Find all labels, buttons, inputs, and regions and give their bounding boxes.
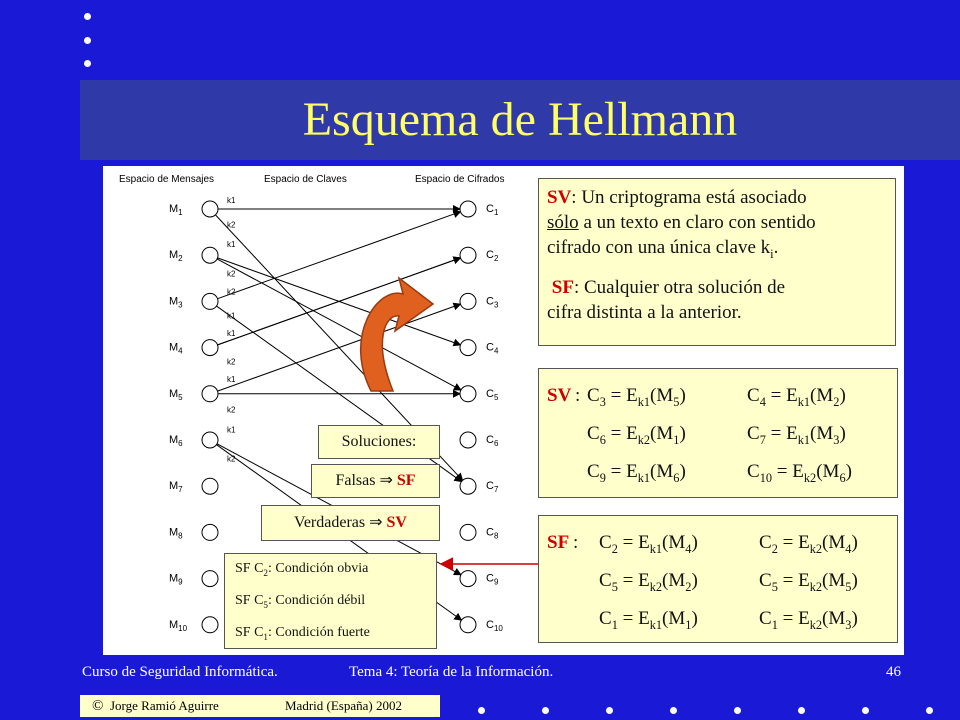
sf-text: cifra distinta a la anterior. <box>547 301 742 323</box>
key-label: k2 <box>227 454 236 464</box>
condition-c1 <box>235 618 436 650</box>
definitions-box <box>538 178 896 346</box>
mapping-arrow <box>218 304 461 391</box>
message-label: $M_7$ <box>169 480 183 495</box>
decorative-dot <box>606 707 613 714</box>
cipher-label: $C_{10}$ <box>486 618 503 633</box>
equation: $C_5 = E_{k2}(M_5)$ <box>759 570 858 594</box>
soluciones-text: Soluciones: <box>341 433 417 450</box>
message-node <box>202 201 218 217</box>
mapping-arrow <box>218 212 461 299</box>
cipher-label: $C_9$ <box>486 572 499 587</box>
equation-row <box>539 566 897 596</box>
sv-text: a un texto en claro con sentido <box>578 212 816 233</box>
header-keys: Espacio de Claves <box>264 174 347 185</box>
sf-equations-box <box>538 515 898 643</box>
cipher-node <box>460 247 476 263</box>
sf-term: SF <box>551 276 574 298</box>
message-node <box>202 386 218 402</box>
equation: $C_2 = E_{k1}(M_4)$ <box>599 532 698 556</box>
cipher-node <box>460 571 476 587</box>
soluciones-label <box>318 425 440 459</box>
equation: $C_3 = E_{k1}(M_5)$ <box>587 385 686 409</box>
sv-text: . <box>773 237 779 258</box>
cipher-label: $C_7$ <box>486 480 499 495</box>
copyright-box <box>80 695 440 717</box>
sv-definition <box>547 185 887 267</box>
equation-row <box>539 604 897 634</box>
equation-row <box>539 528 897 558</box>
key-label: k2 <box>227 220 236 230</box>
equation-row <box>539 457 897 487</box>
decorative-dot <box>862 707 869 714</box>
condition-text: : Condición débil <box>267 593 366 608</box>
cipher-node <box>460 386 476 402</box>
sv-term: SV <box>547 187 572 208</box>
cipher-label: $C_4$ <box>486 341 499 356</box>
condition-prefix: SF C <box>235 593 264 608</box>
copyright-symbol: © <box>92 698 104 714</box>
footer-topic: Tema 4: Teoría de la Información. <box>349 664 554 680</box>
condition-text: : Condición fuerte <box>267 625 370 640</box>
decorative-dot <box>84 60 91 67</box>
verdaderas-label <box>261 505 440 541</box>
key-label: k1 <box>227 311 236 321</box>
falsas-text: Falsas <box>335 472 376 489</box>
sv-sub: i <box>770 246 774 261</box>
equation-colon: : <box>575 385 581 406</box>
sf-definition <box>547 275 887 325</box>
message-node <box>202 293 218 309</box>
condition-prefix: SF C <box>235 561 264 576</box>
condition-sub: 2 <box>263 567 268 578</box>
key-label: k2 <box>227 405 236 415</box>
condition-sub: 1 <box>263 631 268 642</box>
cipher-node <box>460 524 476 540</box>
falsas-sf: SF <box>396 472 416 489</box>
cipher-label: $C_8$ <box>486 526 499 541</box>
message-label: $M_6$ <box>169 434 183 448</box>
key-label: k1 <box>227 195 236 205</box>
message-node <box>202 524 218 540</box>
cipher-label: $C_5$ <box>486 387 499 402</box>
message-label: $M_4$ <box>169 341 183 356</box>
equation: $C_1 = E_{k1}(M_1)$ <box>599 608 698 632</box>
cipher-label: $C_6$ <box>486 434 499 448</box>
equation-colon: : <box>573 532 579 553</box>
decorative-dot <box>926 707 933 714</box>
message-node <box>202 340 218 356</box>
condition-sub: 5 <box>263 599 268 610</box>
equation-row <box>539 419 897 449</box>
cipher-node <box>460 340 476 356</box>
equation: $C_5 = E_{k2}(M_2)$ <box>599 570 698 594</box>
verdaderas-text: Verdaderas <box>294 514 366 531</box>
condition-c5 <box>235 586 436 618</box>
cipher-node <box>460 478 476 494</box>
condition-c2 <box>235 554 436 586</box>
author-name: Jorge Ramió Aguirre <box>110 698 219 713</box>
condition-prefix: SF C <box>235 625 264 640</box>
cipher-node <box>460 201 476 217</box>
decorative-dot <box>542 707 549 714</box>
cipher-label: $C_1$ <box>486 203 499 217</box>
key-label: k2 <box>227 357 236 367</box>
decorative-dot <box>798 707 805 714</box>
equation-label: SV <box>547 385 572 406</box>
key-label: k1 <box>227 329 236 339</box>
equation: $C_1 = E_{k2}(M_3)$ <box>759 608 858 632</box>
equation: $C_4 = E_{k1}(M_2)$ <box>747 385 846 409</box>
curved-arrow-icon <box>361 278 433 391</box>
message-label: $M_5$ <box>169 387 183 402</box>
message-node <box>202 478 218 494</box>
equation: $C_9 = E_{k1}(M_6)$ <box>587 461 686 485</box>
header-messages: Espacio de Mensajes <box>119 174 215 185</box>
sv-text: : Un criptograma está asociado <box>571 187 807 208</box>
title-band <box>80 80 960 160</box>
equation: $C_7 = E_{k1}(M_3)$ <box>747 423 846 447</box>
equation: $C_{10} = E_{k2}(M_6)$ <box>747 461 852 485</box>
message-label: $M_3$ <box>169 295 183 310</box>
decorative-dot <box>84 13 91 20</box>
cipher-node <box>460 293 476 309</box>
sf-conditions-box <box>224 553 437 649</box>
slide-title: Esquema de Hellmann <box>302 93 738 146</box>
message-label: $M_9$ <box>169 572 183 587</box>
verdaderas-sv: SV <box>386 514 407 531</box>
decorative-dot <box>734 707 741 714</box>
key-label: k2 <box>227 269 236 279</box>
decorative-dot <box>84 37 91 44</box>
footer-course: Curso de Seguridad Informática. <box>82 664 278 680</box>
sf-text: : Cualquier otra solución de <box>573 276 785 298</box>
decorative-dot <box>670 707 677 714</box>
sv-equations-box <box>538 368 898 498</box>
key-label: k1 <box>227 239 236 249</box>
message-node <box>202 247 218 263</box>
message-label: $M_{10}$ <box>169 618 188 633</box>
key-label: k2 <box>227 287 236 297</box>
cipher-label: $C_2$ <box>486 249 499 264</box>
equation-row <box>539 381 897 411</box>
condition-text: : Condición obvia <box>267 561 369 576</box>
page-number: 46 <box>886 664 901 680</box>
message-node <box>202 617 218 633</box>
cipher-label: $C_3$ <box>486 295 499 310</box>
implies-symbol: ⇒ <box>369 514 383 531</box>
sv-solo: sólo <box>547 212 579 233</box>
sv-text: cifrado con una única clave k <box>547 237 771 258</box>
author-place: Madrid (España) 2002 <box>285 698 402 713</box>
mapping-arrow <box>217 259 461 390</box>
implies-symbol: ⇒ <box>379 472 393 489</box>
message-node <box>202 571 218 587</box>
key-label: k1 <box>227 425 236 435</box>
equation: $C_2 = E_{k2}(M_4)$ <box>759 532 858 556</box>
decorative-dot <box>478 707 485 714</box>
cipher-node <box>460 432 476 448</box>
falsas-label <box>311 464 440 498</box>
message-label: $M_8$ <box>169 526 183 541</box>
message-label: $M_1$ <box>169 203 183 217</box>
cipher-node <box>460 617 476 633</box>
header-ciphers: Espacio de Cifrados <box>415 174 505 185</box>
equation: $C_6 = E_{k2}(M_1)$ <box>587 423 686 447</box>
key-label: k1 <box>227 375 236 385</box>
equation-label: SF <box>547 532 570 553</box>
message-label: $M_2$ <box>169 249 183 264</box>
message-node <box>202 432 218 448</box>
